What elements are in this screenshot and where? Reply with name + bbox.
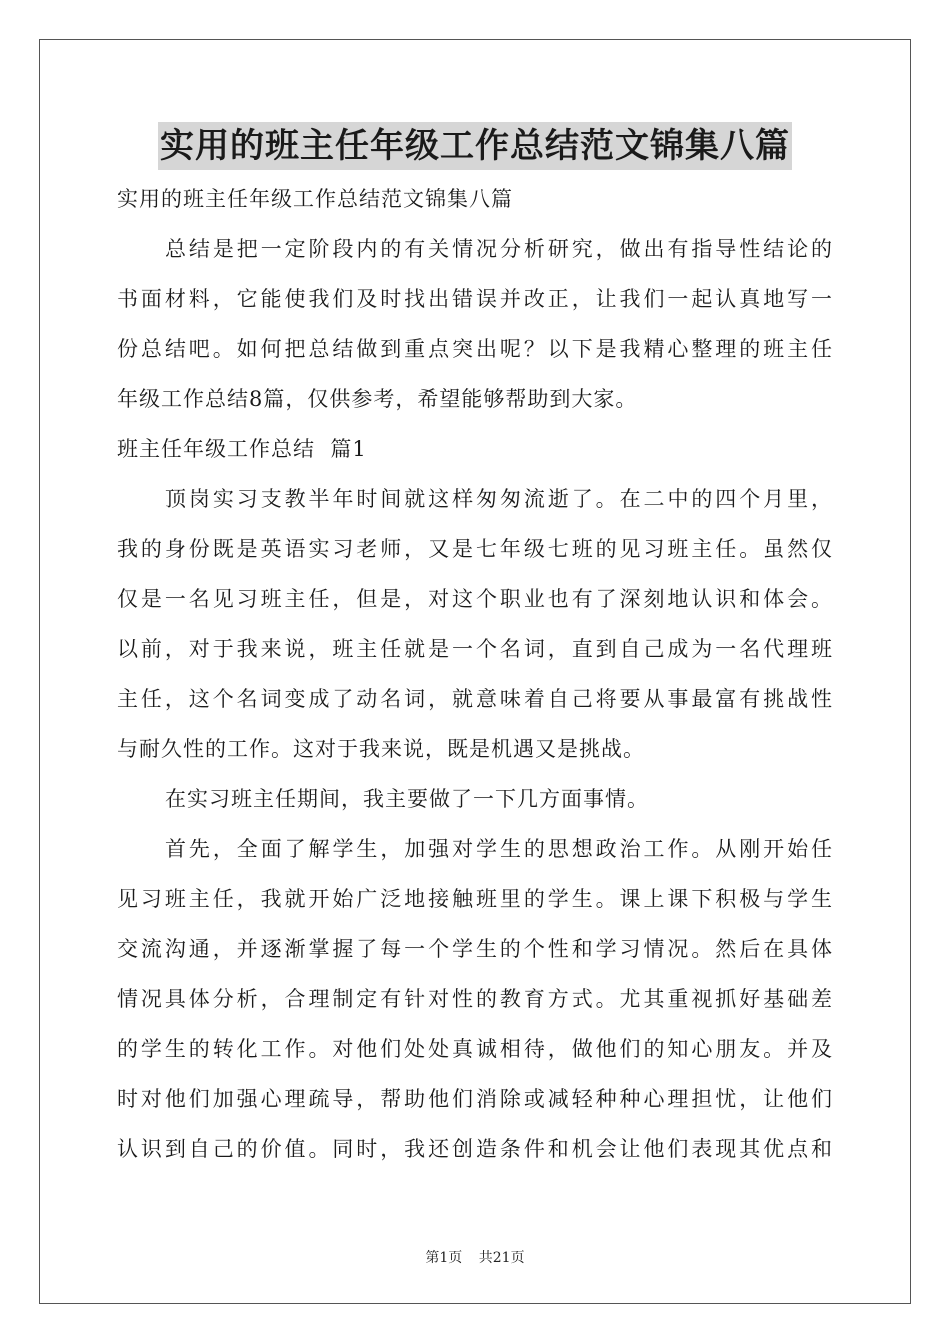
intro-paragraph [117,224,833,424]
paragraph-line: 与耐久性的工作。这对于我来说，既是机遇又是挑战。 [117,737,645,761]
page-number: 第1页 [425,1250,463,1266]
document-title [0,122,950,170]
paragraph-3 [117,824,833,1174]
paragraph-line: 以前，对于我来说，班主任就是一个名词，直到自己成为一名代理班 [117,637,833,661]
document-body [117,174,833,1174]
page-footer [0,1247,950,1267]
paragraph-line: 仅是一名见习班主任，但是，对这个职业也有了深刻地认识和体会。 [117,587,833,611]
paragraph-line: 交流沟通，并逐渐掌握了每一个学生的个性和学习情况。然后在具体 [117,937,833,961]
intro-line: 书面材料，它能使我们及时找出错误并改正，让我们一起认真地写一 [117,287,833,311]
paragraph-line: 的学生的转化工作。对他们处处真诚相待，做他们的知心朋友。并及 [117,1037,833,1061]
paragraph-line: 主任，这个名词变成了动名词，就意味着自己将要从事最富有挑战性 [117,687,833,711]
paragraph-line: 顶岗实习支教半年时间就这样匆匆流逝了。在二中的四个月里， [165,487,833,511]
paragraph-line: 我的身份既是英语实习老师，又是七年级七班的见习班主任。虽然仅 [117,537,833,561]
paragraph-line: 时对他们加强心理疏导，帮助他们消除或减轻种种心理担忧，让他们 [117,1087,833,1111]
paragraph-line: 认识到自己的价值。同时，我还创造条件和机会让他们表现其优点和 [117,1137,833,1161]
page-total: 共21页 [478,1250,525,1266]
paragraph-line: 在实习班主任期间，我主要做了一下几方面事情。 [165,787,649,811]
paragraph-1 [117,474,833,774]
document-subtitle: 实用的班主任年级工作总结范文锦集八篇 [117,187,513,211]
paragraph-line: 首先，全面了解学生，加强对学生的思想政治工作。从刚开始任 [165,837,833,861]
intro-line: 份总结吧。如何把总结做到重点突出呢？以下是我精心整理的班主任 [117,337,833,361]
paragraph-line: 情况具体分析，合理制定有针对性的教育方式。尤其重视抓好基础差 [117,987,833,1011]
paragraph-line: 见习班主任，我就开始广泛地接触班里的学生。课上课下积极与学生 [117,887,833,911]
intro-line: 年级工作总结8篇，仅供参考，希望能够帮助到大家。 [117,387,638,411]
section-heading: 班主任年级工作总结 篇1 [117,437,367,461]
intro-line: 总结是把一定阶段内的有关情况分析研究，做出有指导性结论的 [165,237,833,261]
document-title-text: 实用的班主任年级工作总结范文锦集八篇 [158,122,792,170]
paragraph-2 [117,774,833,824]
